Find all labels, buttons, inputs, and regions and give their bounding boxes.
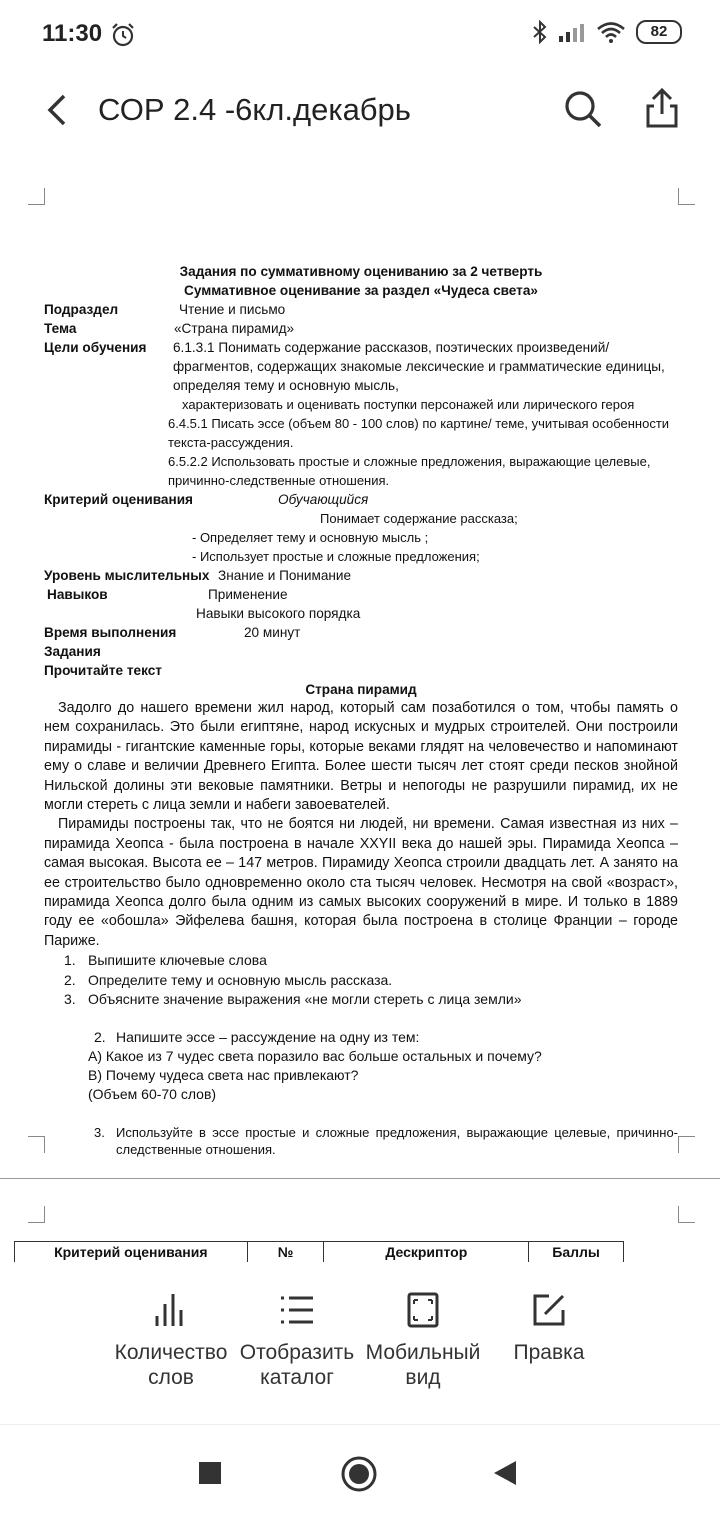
goal-1b: характеризовать и оценивать поступки персонажей или лирического героя xyxy=(182,397,635,412)
bar-chart-icon xyxy=(153,1292,189,1328)
criteria-value: Обучающийся xyxy=(278,492,369,507)
crop-mark xyxy=(28,1136,45,1153)
story-paragraph-2: Пирамиды построены так, что не боятся ни людей, ни времени. Самая известная из них – пирамида Хеопса - была построена в начале XXYII века до нашей эры. Пирамида Хеопса – самая высокая. Высота ее – 147 метров. Пирамиду Хеопса строили двадцать лет. А занято на ее строительство было одновременно около ста тысяч человек. Несмотря на свой «возраст», пирамида Хеопса долго была одним из самых высоких сооружений в мире. И только в 1889 году ее «обошла» Эйфелева башня, которая была построена в столице Франции – городе Париже. xyxy=(44,816,678,949)
section-value: Чтение и письмо xyxy=(179,302,286,317)
status-time: 11:30 xyxy=(42,20,103,47)
essay-option-b: В) Почему чудеса света нас привлекают? xyxy=(88,1066,359,1083)
task-list xyxy=(44,951,678,1010)
goals-label: Цели обучения xyxy=(44,340,147,355)
crop-mark xyxy=(678,188,695,205)
recent-apps-icon[interactable] xyxy=(198,1461,222,1485)
document-page xyxy=(44,262,678,1158)
document-title: СОР 2.4 -6кл.декабрь xyxy=(98,92,411,127)
read-label: Прочитайте текст xyxy=(44,663,162,678)
status-bar xyxy=(0,0,720,70)
goal-3: 6.5.2.2 Использовать простые и сложные предложения, выражающие целевые, причинно-следственные отношения. xyxy=(168,454,651,488)
essay-volume: (Объем 60-70 слов) xyxy=(88,1085,217,1102)
share-icon[interactable] xyxy=(642,86,682,130)
system-nav-bar xyxy=(0,1424,720,1521)
time-label: Время выполнения xyxy=(44,625,177,640)
edit-button[interactable]: Правка xyxy=(484,1292,614,1365)
criteria-label: Критерий оценивания xyxy=(44,492,193,507)
bottom-toolbar xyxy=(0,1262,720,1422)
wifi-icon xyxy=(596,21,626,43)
crop-mark xyxy=(678,1206,695,1223)
list-item: 1. Выпишите ключевые слова xyxy=(64,952,267,969)
word-count-button[interactable]: Количество слов xyxy=(106,1292,236,1390)
back-arrow-icon[interactable] xyxy=(38,90,78,130)
level-value: Знание и Понимание xyxy=(218,568,352,583)
level-label: Уровень мыслительных xyxy=(44,568,210,583)
heading-1: Задания по суммативному оцениванию за 2 четверть xyxy=(179,264,543,279)
essay-task: 2. Напишите эссе – рассуждение на одну из тем: xyxy=(94,1028,420,1045)
story-paragraph-1: Задолго до нашего времени жил народ, который сам позаботился о том, чтобы память о нем сохранилась. Это были египтяне, народ искусных и мудрых строителей. Они построили пирамиды - гигантские каменные горы, которые веками глядят на человечество и напоминают ему о славе и величии Древнего Египта. Более шести тысяч лет стоят среди песков знойной Нильской долины эти вековые памятники. Ветры и непогоды не разрушили пирамид, их не могли стереть с лица земли и набеги завоевателей. xyxy=(44,700,678,814)
table-header-criteria: Критерий оценивания xyxy=(15,1242,248,1264)
crop-mark xyxy=(678,1136,695,1153)
goals-block xyxy=(44,395,678,490)
section-label: Подраздел xyxy=(44,302,119,317)
crop-mark xyxy=(28,1206,45,1223)
task-3: 3. Используйте в эссе простые и сложные предложения, выражающие целевые, причинно-следственные отношения. xyxy=(94,1124,678,1157)
table-header-points: Баллы xyxy=(552,1244,600,1260)
theme-label: Тема xyxy=(44,321,77,336)
page-separator xyxy=(0,1178,720,1179)
mobile-view-icon xyxy=(405,1292,441,1328)
alarm-icon xyxy=(110,22,136,48)
heading-2: Суммативное оценивание за раздел «Чудеса света» xyxy=(184,283,538,298)
skills-value: Применение xyxy=(208,587,288,602)
tasks-label: Задания xyxy=(44,644,101,659)
bluetooth-icon xyxy=(532,20,548,44)
list-item: 2. Определите тему и основную мысль рассказа. xyxy=(64,971,393,988)
goal-1: 6.1.3.1 Понимать содержание рассказов, поэтических произведений/фрагментов, содержащих знакомые лексические и грамматические единицы, определяя тему и основную мысль, xyxy=(173,340,665,393)
criteria-table-header xyxy=(14,1241,624,1264)
crit-3: - Использует простые и сложные предложения; xyxy=(192,549,480,564)
skills-value-2: Навыки высокого порядка xyxy=(196,606,361,621)
crop-mark xyxy=(28,188,45,205)
home-icon[interactable] xyxy=(340,1455,378,1493)
essay-option-a: А) Какое из 7 чудес света поразило вас больше остальных и почему? xyxy=(88,1047,542,1064)
table-header-number: № xyxy=(248,1242,325,1264)
edit-icon xyxy=(531,1292,567,1328)
mobile-view-button[interactable]: Мобильный вид xyxy=(358,1292,488,1390)
signal-icon xyxy=(558,22,586,42)
app-bar xyxy=(0,70,720,150)
list-icon xyxy=(279,1292,315,1328)
crit-1: Понимает содержание рассказа; xyxy=(320,511,518,526)
show-catalog-button[interactable]: Отобразить каталог xyxy=(232,1292,362,1390)
table-header-descriptor: Дескриптор xyxy=(324,1242,529,1264)
search-icon[interactable] xyxy=(562,88,604,130)
list-item: 3. Объясните значение выражения «не могли стереть с лица земли» xyxy=(64,991,522,1008)
story-title: Страна пирамид xyxy=(305,682,417,697)
goal-2: 6.4.5.1 Писать эссе (объем 80 - 100 слов) по картине/ теме, учитывая особенности текста-рассуждения. xyxy=(168,416,670,450)
crit-2: - Определяет тему и основную мысль ; xyxy=(192,530,429,545)
time-value: 20 минут xyxy=(244,625,301,640)
battery-indicator: 82 xyxy=(636,20,682,44)
skills-label: Навыков xyxy=(47,587,108,602)
back-nav-icon[interactable] xyxy=(492,1459,518,1487)
theme-value: «Страна пирамид» xyxy=(174,321,295,336)
